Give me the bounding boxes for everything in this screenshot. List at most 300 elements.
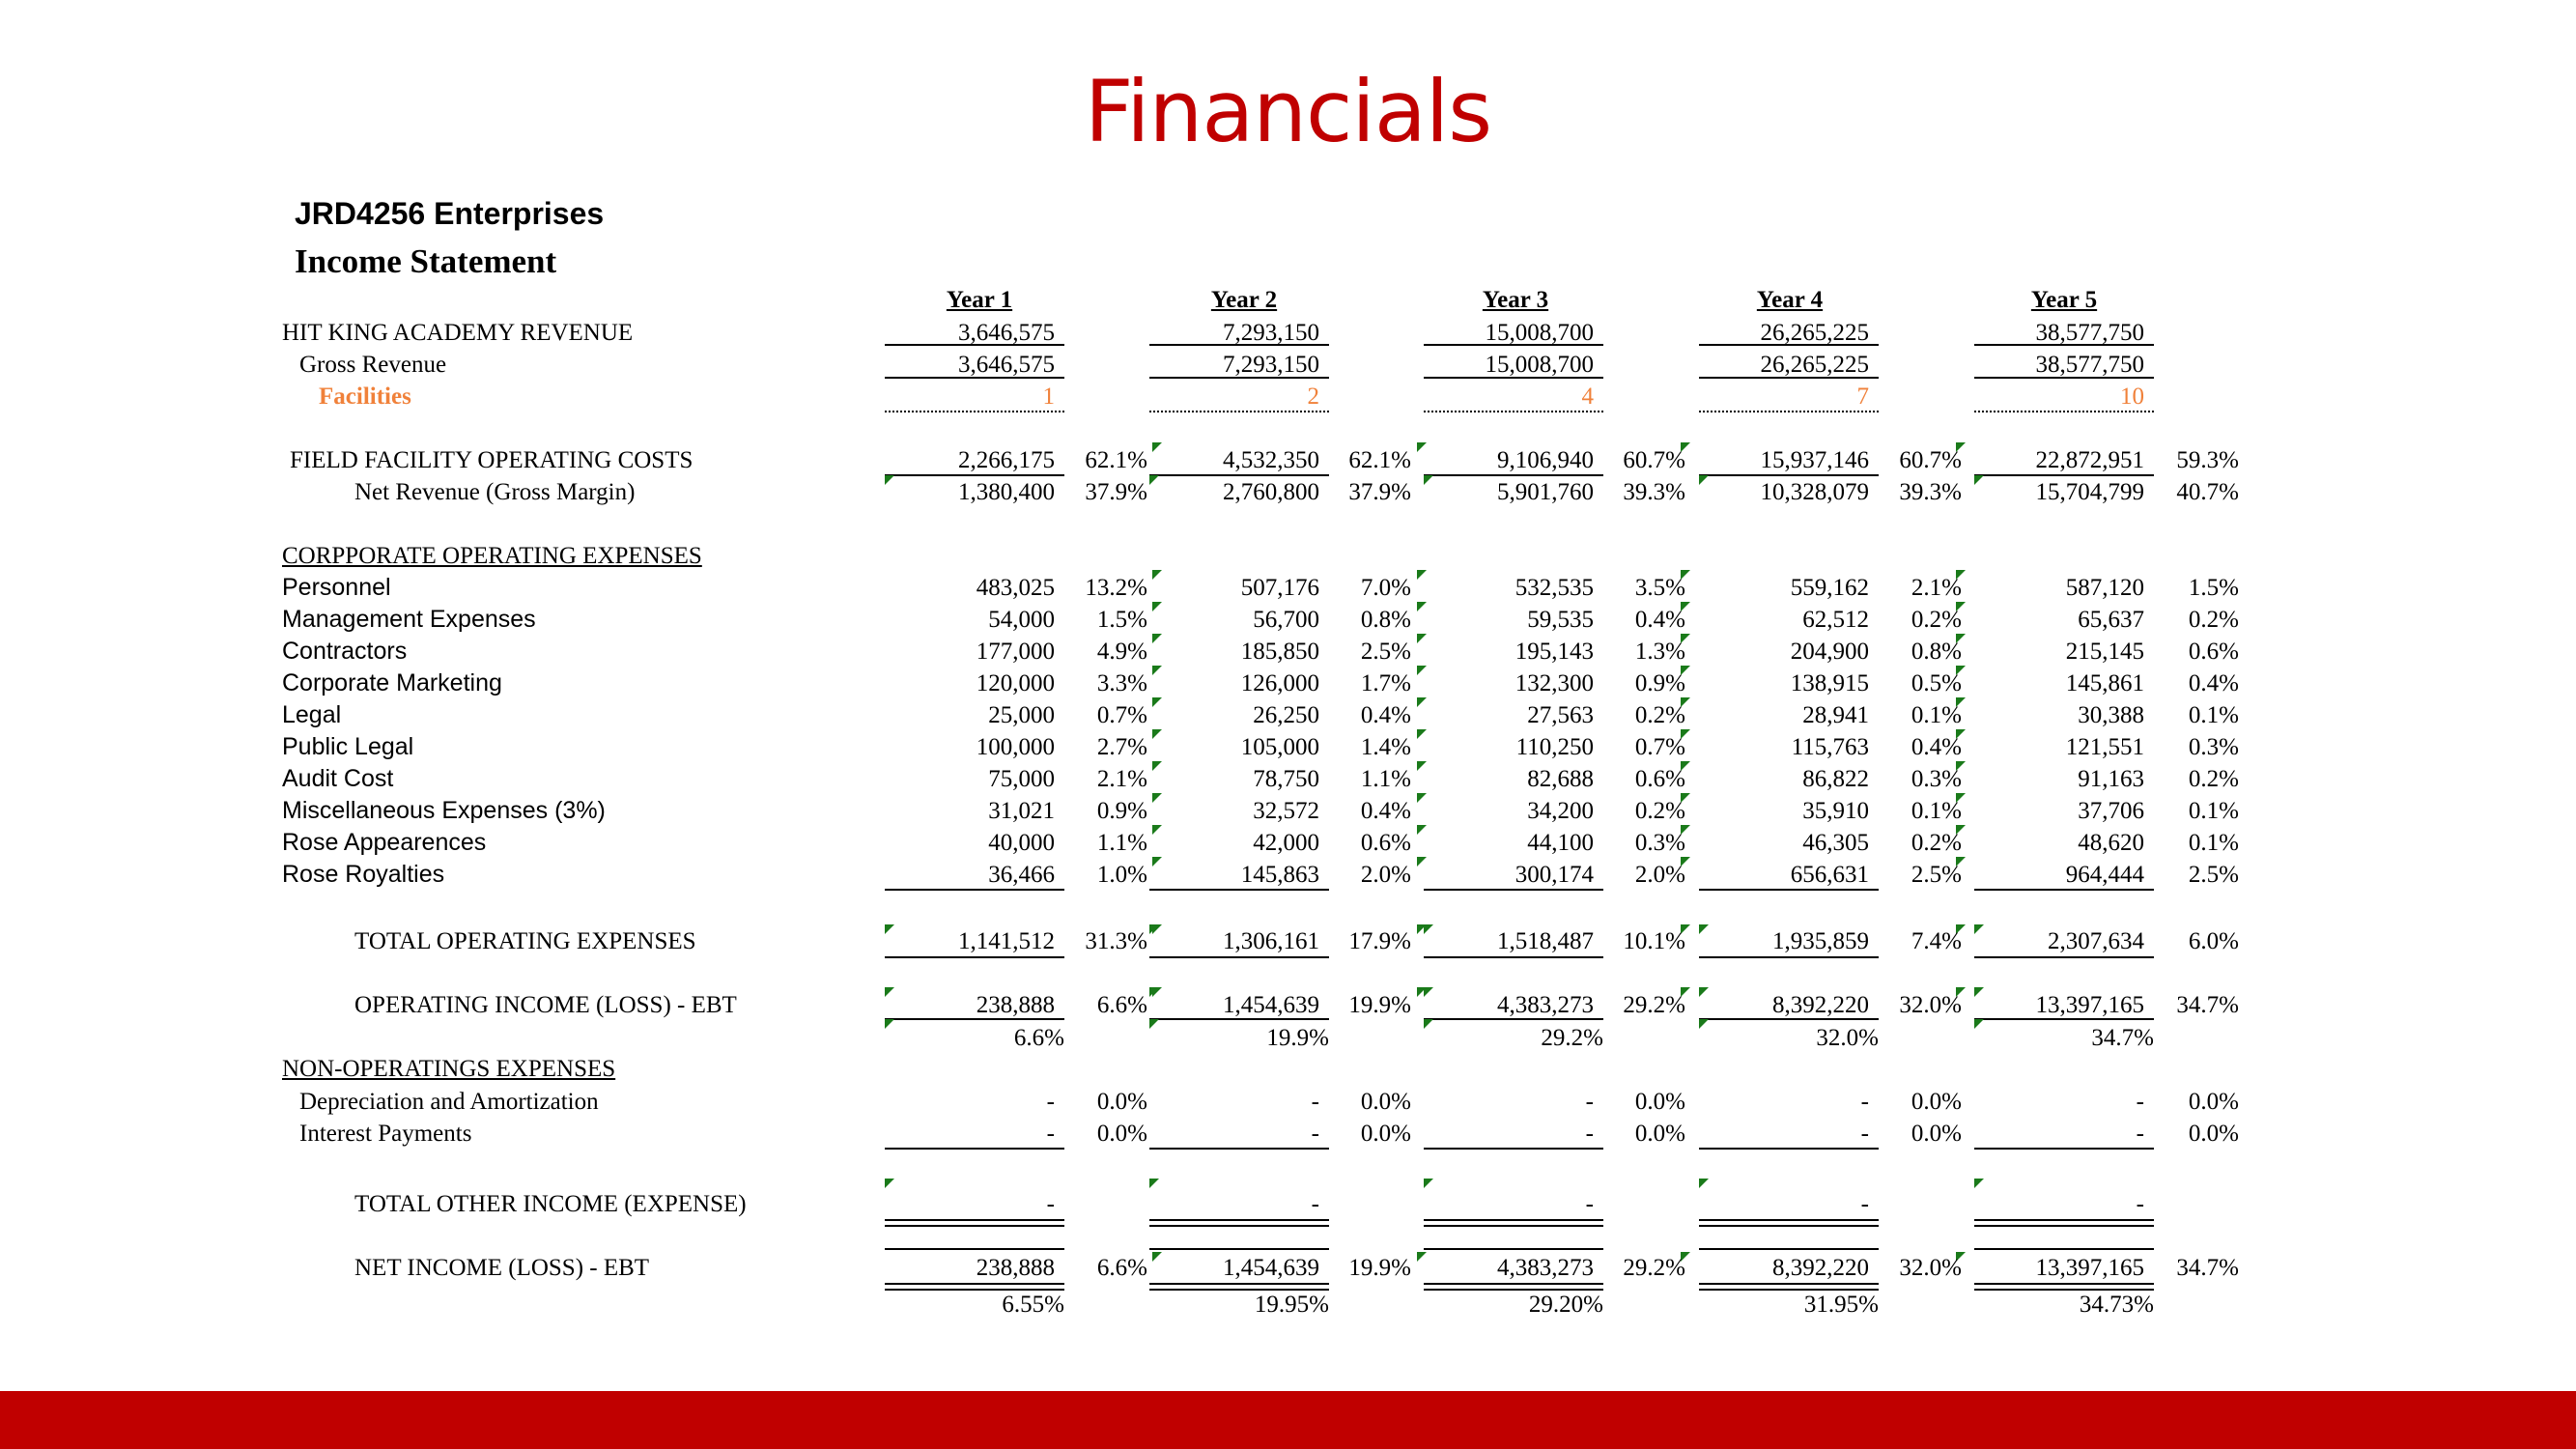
- cell-marker-icon: [1956, 666, 1966, 675]
- depreciation-value: -: [2136, 1089, 2144, 1115]
- interest-payments-label: Interest Payments: [299, 1121, 472, 1147]
- column-rule: [1699, 1283, 1879, 1291]
- personnel-value: 507,176: [1240, 575, 1319, 601]
- misc-expenses-label: Miscellaneous Expenses (3%): [282, 797, 606, 824]
- management-pct: 0.8%: [1360, 607, 1411, 633]
- depreciation-value: -: [1311, 1089, 1319, 1115]
- corporate-marketing-value: 126,000: [1240, 670, 1319, 696]
- contractors-value: 185,850: [1240, 639, 1319, 665]
- net-revenue-pct: 39.3%: [1623, 479, 1685, 505]
- column-rule: [1974, 1283, 2154, 1291]
- field-facility-costs-pct: 60.7%: [1899, 447, 1962, 473]
- operating-income-value: 238,888: [976, 992, 1055, 1018]
- net-revenue-value: 5,901,760: [1497, 479, 1594, 505]
- interest-payments-pct: 0.0%: [2188, 1121, 2239, 1147]
- management-pct: 1.5%: [1096, 607, 1147, 633]
- net-income-pct: 29.2%: [1623, 1255, 1685, 1281]
- total-other-income-value: -: [2136, 1191, 2144, 1217]
- net-revenue-value: 2,760,800: [1223, 479, 1319, 505]
- audit-cost-pct: 2.1%: [1096, 766, 1147, 792]
- column-rule: [1699, 1148, 1879, 1150]
- legal-value: 25,000: [988, 702, 1055, 728]
- column-rule: [1149, 889, 1329, 891]
- net-revenue-pct: 37.9%: [1348, 479, 1411, 505]
- year-header: Year 5: [2030, 287, 2098, 313]
- column-rule: [885, 1148, 1064, 1150]
- rose-appearances-value: 42,000: [1253, 830, 1319, 856]
- total-other-income-value: -: [1860, 1191, 1869, 1217]
- net-income-pct: 6.6%: [1096, 1255, 1147, 1281]
- cell-marker-icon: [1417, 602, 1427, 611]
- misc-expenses-value: 31,021: [988, 798, 1055, 824]
- column-rule: [1149, 474, 1329, 476]
- rose-appearances-pct: 0.2%: [1911, 830, 1962, 856]
- corporate-expenses-heading: CORPPORATE OPERATING EXPENSES: [282, 543, 702, 569]
- column-rule: [1699, 1018, 1879, 1020]
- misc-expenses-pct: 0.2%: [1634, 798, 1685, 824]
- net-income-pct: 32.0%: [1899, 1255, 1962, 1281]
- gross-revenue-value: 26,265,225: [1760, 352, 1869, 378]
- interest-payments-pct: 0.0%: [1634, 1121, 1685, 1147]
- management-pct: 0.2%: [1911, 607, 1962, 633]
- corporate-marketing-pct: 0.4%: [2188, 670, 2239, 696]
- interest-payments-value: -: [1860, 1121, 1869, 1147]
- rose-royalties-pct: 2.0%: [1360, 862, 1411, 888]
- interest-payments-value: -: [2136, 1121, 2144, 1147]
- column-rule: [1974, 1219, 2154, 1227]
- public-legal-label: Public Legal: [282, 733, 414, 760]
- field-facility-costs-value: 2,266,175: [958, 447, 1055, 473]
- personnel-pct: 7.0%: [1360, 575, 1411, 601]
- contractors-pct: 0.6%: [2188, 639, 2239, 665]
- interest-payments-value: -: [1585, 1121, 1594, 1147]
- column-rule: [1149, 1018, 1329, 1020]
- column-rule: [885, 1283, 1064, 1291]
- public-legal-pct: 1.4%: [1360, 734, 1411, 760]
- operating-income-pct: 29.2%: [1623, 992, 1685, 1018]
- operating-income-label: OPERATING INCOME (LOSS) - EBT: [354, 992, 737, 1018]
- column-rule: [1699, 474, 1879, 476]
- depreciation-pct: 0.0%: [2188, 1089, 2239, 1115]
- column-rule: [1699, 889, 1879, 891]
- total-operating-expenses-value: 1,518,487: [1497, 928, 1594, 954]
- interest-payments-pct: 0.0%: [1911, 1121, 1962, 1147]
- cell-marker-icon: [1152, 697, 1162, 707]
- cell-marker-icon: [1956, 761, 1966, 771]
- public-legal-pct: 0.3%: [2188, 734, 2239, 760]
- audit-cost-value: 75,000: [988, 766, 1055, 792]
- operating-income-margin: 19.9%: [1266, 1025, 1329, 1051]
- legal-value: 30,388: [2078, 702, 2144, 728]
- cell-marker-icon: [1417, 442, 1427, 452]
- field-facility-costs-value: 4,532,350: [1223, 447, 1319, 473]
- contractors-pct: 2.5%: [1360, 639, 1411, 665]
- audit-cost-pct: 0.6%: [1634, 766, 1685, 792]
- depreciation-label: Depreciation and Amortization: [299, 1089, 599, 1115]
- column-rule: [1974, 1148, 2154, 1150]
- cell-marker-icon: [1956, 442, 1966, 452]
- facilities-value: 1: [1042, 384, 1055, 410]
- management-label: Management Expenses: [282, 606, 536, 633]
- hit-king-revenue-value: 38,577,750: [2035, 320, 2144, 346]
- net-revenue-value: 10,328,079: [1760, 479, 1869, 505]
- hit-king-revenue-label: HIT KING ACADEMY REVENUE: [282, 320, 634, 346]
- total-operating-expenses-value: 1,935,859: [1772, 928, 1869, 954]
- operating-income-margin: 32.0%: [1816, 1025, 1879, 1051]
- operating-income-pct: 32.0%: [1899, 992, 1962, 1018]
- corporate-marketing-value: 120,000: [976, 670, 1055, 696]
- column-rule: [1424, 411, 1603, 412]
- cell-marker-icon: [1417, 761, 1427, 771]
- column-rule: [885, 474, 1064, 476]
- cell-marker-icon: [1152, 857, 1162, 867]
- rose-royalties-value: 656,631: [1790, 862, 1869, 888]
- column-rule: [1149, 411, 1329, 412]
- cell-marker-icon: [1681, 442, 1690, 452]
- rose-appearances-pct: 1.1%: [1096, 830, 1147, 856]
- personnel-pct: 3.5%: [1634, 575, 1685, 601]
- contractors-value: 204,900: [1790, 639, 1869, 665]
- net-income-value: 4,383,273: [1497, 1255, 1594, 1281]
- total-operating-expenses-pct: 10.1%: [1623, 928, 1685, 954]
- slide-title: Financials: [1084, 62, 1492, 161]
- rose-appearances-value: 46,305: [1802, 830, 1869, 856]
- cell-marker-icon: [1152, 634, 1162, 643]
- net-revenue-value: 15,704,799: [2035, 479, 2144, 505]
- rose-appearances-pct: 0.6%: [1360, 830, 1411, 856]
- personnel-pct: 1.5%: [2188, 575, 2239, 601]
- interest-payments-value: -: [1311, 1121, 1319, 1147]
- personnel-label: Personnel: [282, 574, 391, 601]
- column-rule: [1699, 411, 1879, 412]
- footer-bar: [0, 1391, 2576, 1449]
- total-operating-expenses-pct: 7.4%: [1911, 928, 1962, 954]
- corporate-marketing-pct: 3.3%: [1096, 670, 1147, 696]
- interest-payments-pct: 0.0%: [1360, 1121, 1411, 1147]
- column-rule: [1424, 1018, 1603, 1020]
- legal-pct: 0.1%: [1911, 702, 1962, 728]
- column-rule: [1424, 474, 1603, 476]
- personnel-value: 587,120: [2065, 575, 2144, 601]
- rose-appearances-value: 40,000: [988, 830, 1055, 856]
- total-other-income-value: -: [1585, 1191, 1594, 1217]
- audit-cost-pct: 1.1%: [1360, 766, 1411, 792]
- public-legal-value: 110,250: [1515, 734, 1594, 760]
- net-revenue-value: 1,380,400: [958, 479, 1055, 505]
- depreciation-pct: 0.0%: [1634, 1089, 1685, 1115]
- facilities-label: Facilities: [319, 384, 411, 410]
- audit-cost-pct: 0.3%: [1911, 766, 1962, 792]
- misc-expenses-value: 37,706: [2078, 798, 2144, 824]
- legal-pct: 0.1%: [2188, 702, 2239, 728]
- year-header: Year 4: [1756, 287, 1824, 313]
- depreciation-pct: 0.0%: [1911, 1089, 1962, 1115]
- cell-marker-icon: [1417, 729, 1427, 739]
- cell-marker-icon: [1681, 697, 1690, 707]
- misc-expenses-pct: 0.4%: [1360, 798, 1411, 824]
- operating-income-margin: 6.6%: [1013, 1025, 1064, 1051]
- contractors-value: 195,143: [1514, 639, 1594, 665]
- cell-marker-icon: [1681, 634, 1690, 643]
- corporate-marketing-pct: 0.5%: [1911, 670, 1962, 696]
- column-rule: [1149, 1248, 1329, 1250]
- facilities-value: 7: [1856, 384, 1869, 410]
- column-rule: [1424, 1283, 1603, 1291]
- field-facility-costs-pct: 62.1%: [1348, 447, 1411, 473]
- cell-marker-icon: [1417, 857, 1427, 867]
- operating-income-margin: 34.7%: [2091, 1025, 2154, 1051]
- column-rule: [1149, 1219, 1329, 1227]
- audit-cost-value: 91,163: [2078, 766, 2144, 792]
- public-legal-value: 121,551: [2065, 734, 2144, 760]
- column-rule: [885, 956, 1064, 958]
- operating-income-value: 13,397,165: [2035, 992, 2144, 1018]
- management-value: 65,637: [2078, 607, 2144, 633]
- cell-marker-icon: [1681, 825, 1690, 835]
- personnel-value: 559,162: [1790, 575, 1869, 601]
- cell-marker-icon: [1417, 570, 1427, 580]
- management-value: 54,000: [988, 607, 1055, 633]
- contractors-pct: 0.8%: [1911, 639, 1962, 665]
- total-operating-expenses-pct: 6.0%: [2188, 928, 2239, 954]
- net-income-margin: 31.95%: [1803, 1292, 1879, 1318]
- cell-marker-icon: [1424, 1179, 1433, 1188]
- column-rule: [1149, 1148, 1329, 1150]
- cell-marker-icon: [1417, 697, 1427, 707]
- operating-income-margin: 29.2%: [1541, 1025, 1603, 1051]
- legal-label: Legal: [282, 701, 342, 728]
- cell-marker-icon: [1956, 729, 1966, 739]
- net-income-value: 8,392,220: [1772, 1255, 1869, 1281]
- personnel-pct: 2.1%: [1911, 575, 1962, 601]
- facilities-value: 2: [1307, 384, 1319, 410]
- operating-income-pct: 34.7%: [2176, 992, 2239, 1018]
- total-operating-expenses-pct: 17.9%: [1348, 928, 1411, 954]
- legal-value: 28,941: [1802, 702, 1869, 728]
- facilities-value: 4: [1581, 384, 1594, 410]
- total-other-income-label: TOTAL OTHER INCOME (EXPENSE): [354, 1191, 747, 1217]
- contractors-pct: 4.9%: [1096, 639, 1147, 665]
- cell-marker-icon: [1956, 825, 1966, 835]
- public-legal-value: 105,000: [1240, 734, 1319, 760]
- rose-appearances-pct: 0.1%: [2188, 830, 2239, 856]
- cell-marker-icon: [1681, 602, 1690, 611]
- column-rule: [1974, 1018, 2154, 1020]
- net-income-margin: 6.55%: [1002, 1292, 1064, 1318]
- net-revenue-label: Net Revenue (Gross Margin): [354, 479, 636, 505]
- net-revenue-pct: 40.7%: [2176, 479, 2239, 505]
- rose-royalties-value: 145,863: [1240, 862, 1319, 888]
- field-facility-costs-pct: 60.7%: [1623, 447, 1685, 473]
- total-operating-expenses-label: TOTAL OPERATING EXPENSES: [354, 928, 696, 954]
- legal-pct: 0.2%: [1634, 702, 1685, 728]
- net-income-pct: 34.7%: [2176, 1255, 2239, 1281]
- operating-income-value: 4,383,273: [1497, 992, 1594, 1018]
- interest-payments-pct: 0.0%: [1096, 1121, 1147, 1147]
- rose-appearances-value: 44,100: [1527, 830, 1594, 856]
- cell-marker-icon: [1417, 666, 1427, 675]
- total-other-income-value: -: [1046, 1191, 1055, 1217]
- year-header: Year 3: [1482, 287, 1549, 313]
- contractors-label: Contractors: [282, 638, 408, 665]
- management-pct: 0.4%: [1634, 607, 1685, 633]
- year-header: Year 2: [1210, 287, 1278, 313]
- audit-cost-label: Audit Cost: [282, 765, 394, 792]
- rose-royalties-value: 36,466: [988, 862, 1055, 888]
- corporate-marketing-value: 138,915: [1790, 670, 1869, 696]
- depreciation-value: -: [1585, 1089, 1594, 1115]
- gross-revenue-value: 3,646,575: [958, 352, 1055, 378]
- corporate-marketing-value: 145,861: [2065, 670, 2144, 696]
- operating-income-value: 1,454,639: [1223, 992, 1319, 1018]
- gross-revenue-value: 38,577,750: [2035, 352, 2144, 378]
- misc-expenses-value: 34,200: [1527, 798, 1594, 824]
- net-income-value: 1,454,639: [1223, 1255, 1319, 1281]
- misc-expenses-value: 32,572: [1253, 798, 1319, 824]
- field-facility-costs-label: FIELD FACILITY OPERATING COSTS: [290, 447, 694, 473]
- cell-marker-icon: [1956, 570, 1966, 580]
- net-revenue-pct: 39.3%: [1899, 479, 1962, 505]
- cell-marker-icon: [1681, 666, 1690, 675]
- field-facility-costs-value: 9,106,940: [1497, 447, 1594, 473]
- cell-marker-icon: [1681, 793, 1690, 803]
- rose-royalties-pct: 2.0%: [1634, 862, 1685, 888]
- cell-marker-icon: [1974, 1179, 1984, 1188]
- public-legal-pct: 2.7%: [1096, 734, 1147, 760]
- total-operating-expenses-value: 1,306,161: [1223, 928, 1319, 954]
- total-operating-expenses-value: 1,141,512: [958, 928, 1055, 954]
- legal-pct: 0.4%: [1360, 702, 1411, 728]
- net-income-label: NET INCOME (LOSS) - EBT: [354, 1255, 650, 1281]
- rose-royalties-label: Rose Royalties: [282, 861, 445, 888]
- contractors-value: 177,000: [976, 639, 1055, 665]
- net-income-margin: 34.73%: [2079, 1292, 2154, 1318]
- cell-marker-icon: [1956, 697, 1966, 707]
- column-rule: [1974, 411, 2154, 412]
- public-legal-pct: 0.4%: [1911, 734, 1962, 760]
- field-facility-costs-value: 15,937,146: [1760, 447, 1869, 473]
- cell-marker-icon: [1149, 1179, 1159, 1188]
- gross-revenue-value: 7,293,150: [1223, 352, 1319, 378]
- misc-expenses-pct: 0.1%: [1911, 798, 1962, 824]
- rose-royalties-pct: 2.5%: [2188, 862, 2239, 888]
- interest-payments-value: -: [1046, 1121, 1055, 1147]
- company-name: JRD4256 Enterprises: [295, 196, 605, 231]
- management-pct: 0.2%: [2188, 607, 2239, 633]
- column-rule: [1424, 1219, 1603, 1227]
- net-income-pct: 19.9%: [1348, 1255, 1411, 1281]
- total-operating-expenses-value: 2,307,634: [2048, 928, 2144, 954]
- field-facility-costs-pct: 62.1%: [1085, 447, 1147, 473]
- corporate-marketing-value: 132,300: [1514, 670, 1594, 696]
- personnel-pct: 13.2%: [1085, 575, 1147, 601]
- legal-pct: 0.7%: [1096, 702, 1147, 728]
- depreciation-pct: 0.0%: [1360, 1089, 1411, 1115]
- cell-marker-icon: [1417, 825, 1427, 835]
- cell-marker-icon: [1152, 729, 1162, 739]
- column-rule: [885, 1248, 1064, 1250]
- column-rule: [885, 1219, 1064, 1227]
- corporate-marketing-pct: 0.9%: [1634, 670, 1685, 696]
- statement-title: Income Statement: [295, 242, 557, 280]
- depreciation-value: -: [1860, 1089, 1869, 1115]
- misc-expenses-pct: 0.1%: [2188, 798, 2239, 824]
- cell-marker-icon: [1152, 570, 1162, 580]
- year-header: Year 1: [946, 287, 1013, 313]
- misc-expenses-value: 35,910: [1802, 798, 1869, 824]
- rose-appearances-pct: 0.3%: [1634, 830, 1685, 856]
- hit-king-revenue-value: 26,265,225: [1760, 320, 1869, 346]
- column-rule: [1974, 889, 2154, 891]
- column-rule: [1974, 474, 2154, 476]
- rose-royalties-pct: 1.0%: [1096, 862, 1147, 888]
- cell-marker-icon: [1681, 857, 1690, 867]
- audit-cost-value: 82,688: [1527, 766, 1594, 792]
- net-income-margin: 29.20%: [1528, 1292, 1603, 1318]
- misc-expenses-pct: 0.9%: [1096, 798, 1147, 824]
- column-rule: [885, 889, 1064, 891]
- column-rule: [1699, 1248, 1879, 1250]
- cell-marker-icon: [1956, 857, 1966, 867]
- cell-marker-icon: [1681, 570, 1690, 580]
- column-rule: [1974, 956, 2154, 958]
- public-legal-value: 100,000: [976, 734, 1055, 760]
- personnel-value: 532,535: [1514, 575, 1594, 601]
- cell-marker-icon: [1152, 602, 1162, 611]
- column-rule: [1424, 1148, 1603, 1150]
- field-facility-costs-value: 22,872,951: [2035, 447, 2144, 473]
- facilities-value: 10: [2120, 384, 2144, 410]
- public-legal-pct: 0.7%: [1634, 734, 1685, 760]
- cell-marker-icon: [1681, 729, 1690, 739]
- gross-revenue-value: 15,008,700: [1485, 352, 1594, 378]
- cell-marker-icon: [1152, 825, 1162, 835]
- non-operating-heading: NON-OPERATINGS EXPENSES: [282, 1056, 616, 1082]
- depreciation-value: -: [1046, 1089, 1055, 1115]
- column-rule: [1699, 1219, 1879, 1227]
- operating-income-pct: 6.6%: [1096, 992, 1147, 1018]
- contractors-pct: 1.3%: [1634, 639, 1685, 665]
- hit-king-revenue-value: 7,293,150: [1223, 320, 1319, 346]
- audit-cost-value: 78,750: [1253, 766, 1319, 792]
- column-rule: [1149, 1283, 1329, 1291]
- cell-marker-icon: [1956, 793, 1966, 803]
- total-other-income-value: -: [1311, 1191, 1319, 1217]
- cell-marker-icon: [1681, 761, 1690, 771]
- rose-royalties-pct: 2.5%: [1911, 862, 1962, 888]
- column-rule: [1424, 889, 1603, 891]
- cell-marker-icon: [1152, 761, 1162, 771]
- column-rule: [885, 411, 1064, 412]
- total-operating-expenses-pct: 31.3%: [1085, 928, 1147, 954]
- cell-marker-icon: [1417, 793, 1427, 803]
- column-rule: [1149, 956, 1329, 958]
- net-revenue-pct: 37.9%: [1085, 479, 1147, 505]
- cell-marker-icon: [1152, 793, 1162, 803]
- gross-revenue-label: Gross Revenue: [299, 352, 447, 378]
- management-value: 62,512: [1802, 607, 1869, 633]
- column-rule: [1699, 956, 1879, 958]
- corporate-marketing-label: Corporate Marketing: [282, 669, 502, 696]
- management-value: 59,535: [1527, 607, 1594, 633]
- hit-king-revenue-value: 3,646,575: [958, 320, 1055, 346]
- cell-marker-icon: [1699, 1179, 1709, 1188]
- hit-king-revenue-value: 15,008,700: [1485, 320, 1594, 346]
- column-rule: [1424, 1248, 1603, 1250]
- column-rule: [1424, 956, 1603, 958]
- rose-royalties-value: 964,444: [2065, 862, 2144, 888]
- personnel-value: 483,025: [976, 575, 1055, 601]
